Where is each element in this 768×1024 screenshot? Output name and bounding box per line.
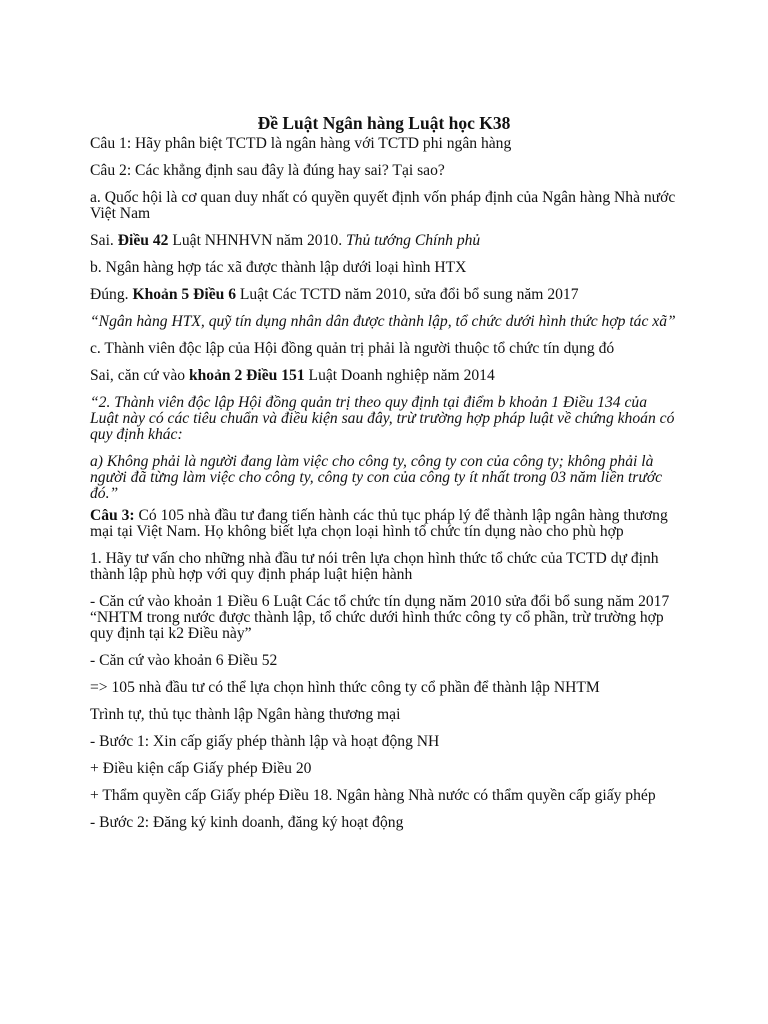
document-title: Đề Luật Ngân hàng Luật học K38 (257, 113, 511, 133)
procedure-title: Trình tự, thủ tục thành lập Ngân hàng thương mại (90, 706, 401, 723)
basis-2: - Căn cứ vào khoản 6 Điều 52 (90, 652, 278, 669)
question-3-label: Câu 3: (90, 507, 135, 524)
answer-c-prefix: Sai, căn cứ vào (90, 367, 189, 384)
answer-c-article: khoản 2 Điều 151 (188, 367, 305, 384)
statement-c: c. Thành viên độc lập của Hội đồng quản trị phải là người thuộc tổ chức tín dụng đó (90, 340, 615, 357)
question-3 (90, 508, 678, 540)
quote-c-2: a) Không phải là người đang làm việc cho công ty, công ty con của công ty; không phải là người đã từng làm việc cho công ty, công ty con của công ty ít nhất trong 03 năm liền trước đó.” (90, 453, 663, 502)
statement-b: b. Ngân hàng hợp tác xã được thành lập dưới loại hình HTX (90, 259, 467, 276)
question-1: Câu 1: Hãy phân biệt TCTD là ngân hàng với TCTD phi ngân hàng (90, 135, 512, 152)
step-1: - Bước 1: Xin cấp giấy phép thành lập và hoạt động NH (90, 733, 440, 750)
answer-b (90, 287, 678, 303)
step-1-authority: + Thẩm quyền cấp Giấy phép Điều 18. Ngân hàng Nhà nước có thẩm quyền cấp giấy phép (90, 787, 656, 804)
document-body (90, 113, 678, 842)
answer-b-suffix: Luật Các TCTD năm 2010, sửa đổi bổ sung năm 2017 (236, 286, 579, 303)
answer-b-prefix: Đúng. (90, 286, 133, 303)
answer-a-mid: Luật NHNHVN năm 2010. (168, 232, 346, 249)
statement-a: a. Quốc hội là cơ quan duy nhất có quyền quyết định vốn pháp định của Ngân hàng Nhà nước Việt Nam (90, 189, 676, 222)
answer-a (90, 233, 678, 249)
answer-a-authority: Thủ tướng Chính phủ (346, 232, 481, 249)
answer-c (90, 368, 678, 384)
step-2: - Bước 2: Đăng ký kinh doanh, đăng ký hoạt động (90, 814, 404, 831)
question-3-part-1: 1. Hãy tư vấn cho những nhà đầu tư nói trên lựa chọn hình thức tổ chức của TCTD dự định thành lập phù hợp với quy định pháp luật hiện hành (90, 550, 659, 583)
conclusion: => 105 nhà đầu tư có thể lựa chọn hình thức công ty cổ phần để thành lập NHTM (90, 679, 600, 696)
question-3-text: Có 105 nhà đầu tư đang tiến hành các thủ tục pháp lý để thành lập ngân hàng thương mại tại Việt Nam. Họ không biết lựa chọn loại hình tổ chức tín dụng nào cho phù hợp (90, 507, 668, 540)
answer-c-suffix: Luật Doanh nghiệp năm 2014 (304, 367, 495, 384)
answer-a-prefix: Sai. (90, 232, 118, 249)
answer-a-article: Điều 42 (117, 232, 169, 249)
quote-b: “Ngân hàng HTX, quỹ tín dụng nhân dân được thành lập, tổ chức dưới hình thức hợp tác xã” (90, 313, 676, 330)
answer-b-article: Khoản 5 Điều 6 (132, 286, 236, 303)
quote-c-1: “2. Thành viên độc lập Hội đồng quản trị theo quy định tại điểm b khoản 1 Điều 134 của Luật này có các tiêu chuẩn và điều kiện sau đây, trừ trường hợp pháp luật về chứng khoán có quy định khác: (90, 394, 675, 443)
step-1-conditions: + Điều kiện cấp Giấy phép Điều 20 (90, 760, 312, 777)
basis-1: - Căn cứ vào khoản 1 Điều 6 Luật Các tổ chức tín dụng năm 2010 sửa đổi bổ sung năm 2017 “NHTM trong nước được thành lập, tổ chức dưới hình thức công ty cổ phần, trừ trường hợp quy định tại k2 Điều này” (90, 593, 670, 642)
question-2: Câu 2: Các khẳng định sau đây là đúng hay sai? Tại sao? (90, 162, 445, 179)
